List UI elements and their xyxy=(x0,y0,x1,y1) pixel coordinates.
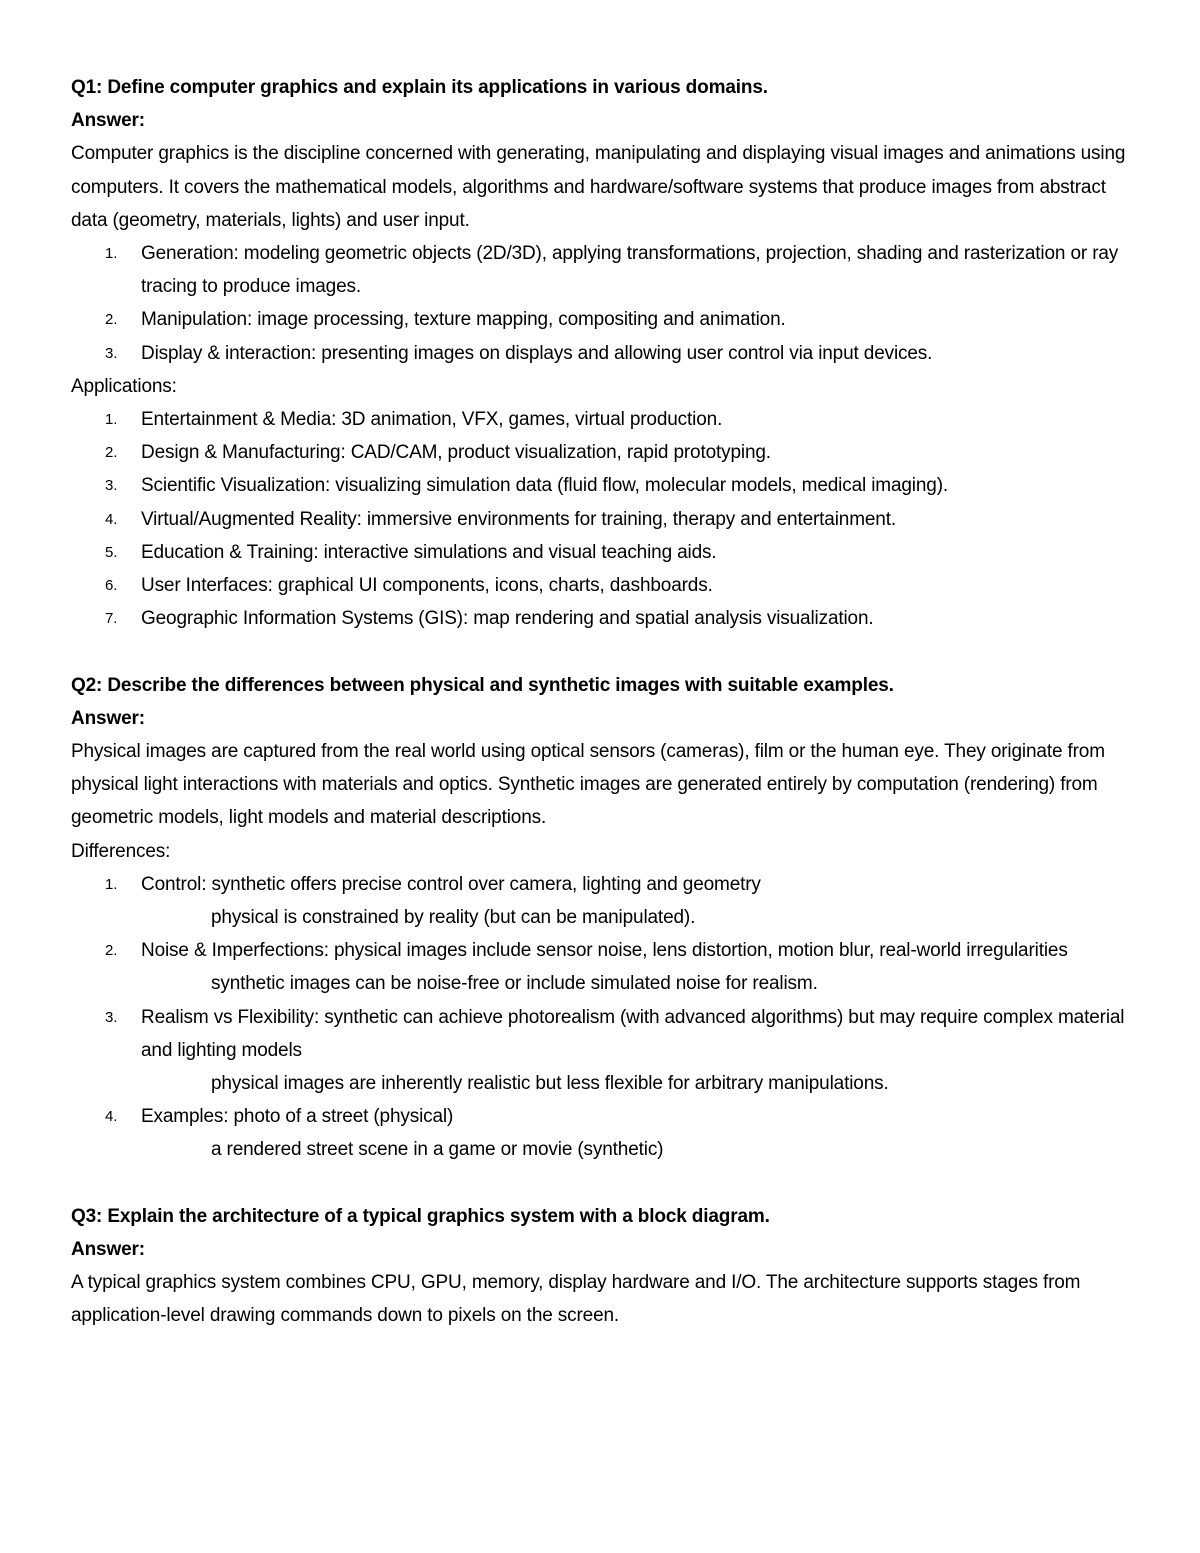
answer-label: Answer: xyxy=(71,1239,145,1261)
list-item xyxy=(71,237,1131,303)
question-3 xyxy=(71,1200,1131,1333)
answer-intro: A typical graphics system combines CPU, GPU, memory, display hardware and I/O. The architecture supports stages from application-level drawing commands down to pixels on the screen. xyxy=(71,1272,1081,1327)
list-number: 3. xyxy=(105,1008,118,1026)
applications-list xyxy=(71,403,1131,635)
question-heading: Q3: Explain the architecture of a typical graphics system with a block diagram. xyxy=(71,1205,770,1227)
list-number: 3. xyxy=(105,477,118,495)
list-number: 1. xyxy=(105,875,118,893)
question-heading: Q2: Describe the differences between physical and synthetic images with suitable examples. xyxy=(71,674,894,696)
list-item-text: Control: synthetic offers precise control over camera, lighting and geometry xyxy=(141,873,761,895)
list-item xyxy=(71,868,1131,934)
list-item-text: Virtual/Augmented Reality: immersive environments for training, therapy and entertainment. xyxy=(141,508,896,530)
list-number: 1. xyxy=(105,411,118,429)
list-number: 3. xyxy=(105,344,118,362)
list-item-text: Manipulation: image processing, texture mapping, compositing and animation. xyxy=(141,309,786,331)
list-item-text: User Interfaces: graphical UI components, icons, charts, dashboards. xyxy=(141,575,713,597)
answer-label: Answer: xyxy=(71,110,145,132)
list-item xyxy=(71,503,1131,536)
list-item xyxy=(71,934,1131,1000)
list-item-text: Generation: modeling geometric objects (2D/3D), applying transformations, projection, shading and rasterization or ray tracing to produce images. xyxy=(141,243,1119,298)
list-item-text: Design & Manufacturing: CAD/CAM, product visualization, rapid prototyping. xyxy=(141,442,771,464)
answer-label: Answer: xyxy=(71,707,145,729)
list-item-text: Examples: photo of a street (physical) xyxy=(141,1106,454,1128)
list-item xyxy=(71,436,1131,469)
document-content xyxy=(71,71,1131,1333)
list-number: 5. xyxy=(105,543,118,561)
list-item xyxy=(71,303,1131,336)
list-number: 2. xyxy=(105,311,118,329)
list-number: 2. xyxy=(105,444,118,462)
list-number: 4. xyxy=(105,1108,118,1126)
list-item xyxy=(71,536,1131,569)
list-item-subline: physical is constrained by reality (but can be manipulated). xyxy=(211,907,696,929)
section-spacer xyxy=(71,1167,1131,1200)
list-item xyxy=(71,337,1131,370)
list-item-text: Display & interaction: presenting images on displays and allowing user control via input devices. xyxy=(141,342,933,364)
list-item-text: Scientific Visualization: visualizing simulation data (fluid flow, molecular models, medical imaging). xyxy=(141,475,948,497)
applications-label: Applications: xyxy=(71,375,177,397)
answer-intro: Physical images are captured from the real world using optical sensors (cameras), film or the human eye. They originate from physical light interactions with materials and optics. Synthetic images are generated entirely by computation (rendering) from geometric models, light models and material descriptions. xyxy=(71,741,1105,829)
list-item-text: Noise & Imperfections: physical images include sensor noise, lens distortion, motion blur, real-world irregularities xyxy=(141,940,1068,962)
list-item-subline: physical images are inherently realistic but less flexible for arbitrary manipulations. xyxy=(211,1073,889,1095)
differences-list xyxy=(71,868,1131,1167)
list-number: 2. xyxy=(105,942,118,960)
list-number: 4. xyxy=(105,510,118,528)
section-spacer xyxy=(71,635,1131,668)
list-item-text: Realism vs Flexibility: synthetic can achieve photorealism (with advanced algorithms) but may require complex material and lighting models xyxy=(141,1006,1125,1061)
list-number: 1. xyxy=(105,245,118,263)
list-item-subline: a rendered street scene in a game or movie (synthetic) xyxy=(211,1139,664,1161)
question-1 xyxy=(71,71,1131,635)
list-item xyxy=(71,569,1131,602)
list-item-text: Education & Training: interactive simulations and visual teaching aids. xyxy=(141,541,717,563)
answer-intro: Computer graphics is the discipline concerned with generating, manipulating and displaying visual images and animations using computers. It covers the mathematical models, algorithms and hardware/software systems that produce images from abstract data (geometry, materials, lights) and user input. xyxy=(71,143,1126,231)
aspects-list xyxy=(71,237,1131,370)
list-number: 7. xyxy=(105,610,118,628)
list-item xyxy=(71,469,1131,502)
list-item xyxy=(71,403,1131,436)
list-item-text: Entertainment & Media: 3D animation, VFX, games, virtual production. xyxy=(141,409,723,431)
list-item xyxy=(71,1001,1131,1101)
question-heading: Q1: Define computer graphics and explain its applications in various domains. xyxy=(71,77,768,98)
list-item-subline: synthetic images can be noise-free or include simulated noise for realism. xyxy=(211,973,818,995)
list-number: 6. xyxy=(105,577,118,595)
differences-label: Differences: xyxy=(71,840,171,862)
list-item xyxy=(71,1100,1131,1166)
question-2 xyxy=(71,669,1131,1167)
list-item xyxy=(71,602,1131,635)
list-item-text: Geographic Information Systems (GIS): map rendering and spatial analysis visualization. xyxy=(141,608,874,630)
